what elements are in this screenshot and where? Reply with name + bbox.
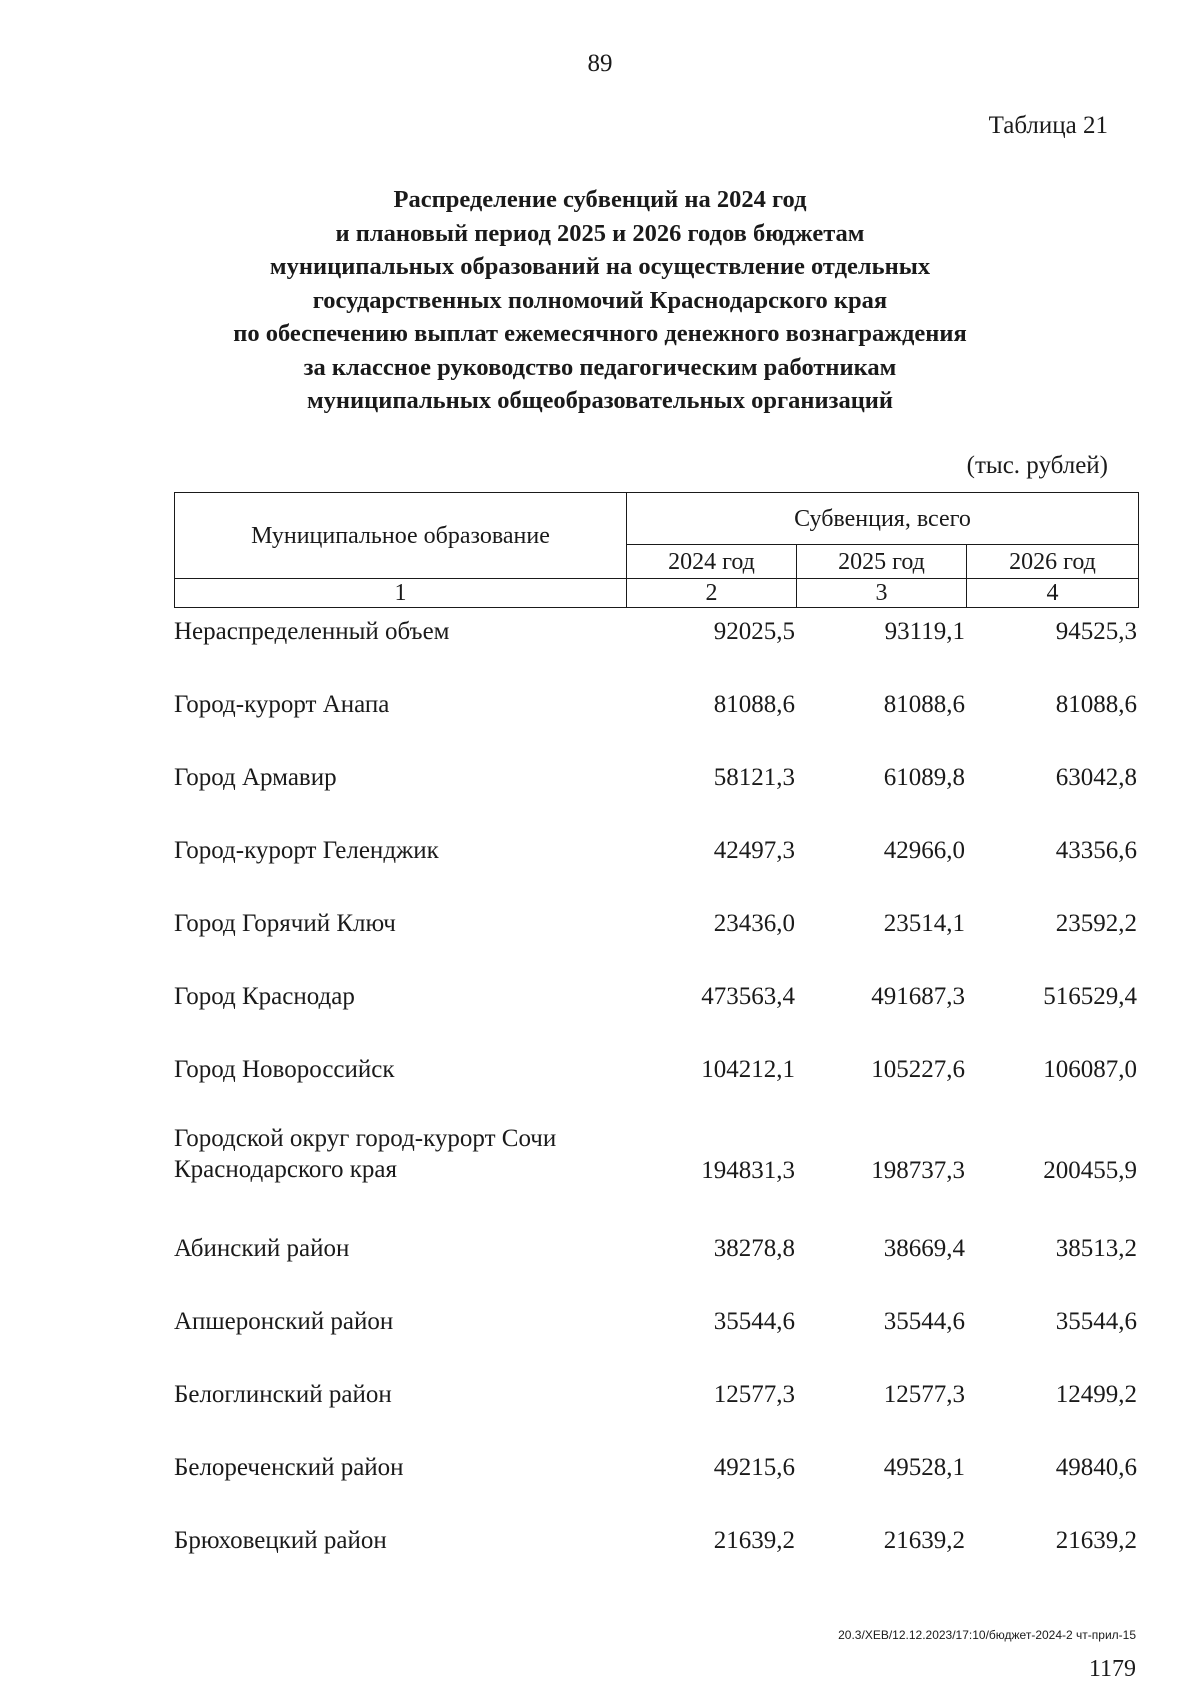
row-value-2026: 200455,9 bbox=[1043, 1157, 1137, 1184]
row-name: Брюховецкий район bbox=[174, 1527, 387, 1554]
document-title bbox=[150, 183, 1050, 418]
row-value-2025: 105227,6 bbox=[871, 1056, 965, 1083]
table-row bbox=[0, 1521, 1200, 1594]
header-year-2025: 2025 год bbox=[797, 545, 967, 579]
row-value-2025: 42966,0 bbox=[883, 837, 965, 864]
title-line: муниципальных образований на осуществление отдельных bbox=[269, 253, 931, 280]
row-name: Город Армавир bbox=[174, 764, 337, 791]
row-value-2025: 81088,6 bbox=[883, 691, 965, 718]
title-line: по обеспечению выплат ежемесячного денежного вознаграждения bbox=[233, 320, 967, 347]
header-colnum-1: 1 bbox=[175, 579, 627, 608]
row-value-2024: 35544,6 bbox=[713, 1308, 795, 1335]
row-value-2026: 81088,6 bbox=[1055, 691, 1137, 718]
table-row bbox=[0, 1229, 1200, 1302]
table-row bbox=[0, 977, 1200, 1050]
row-value-2026: 49840,6 bbox=[1055, 1454, 1137, 1481]
row-value-2024: 23436,0 bbox=[713, 910, 795, 937]
footer-code: 20.3/ХЕВ/12.12.2023/17:10/бюджет-2024-2 чт-прил-15 bbox=[838, 1628, 1136, 1642]
page-number: 89 bbox=[587, 50, 613, 77]
title-line: Распределение субвенций на 2024 год bbox=[393, 186, 807, 213]
title-line: и плановый период 2025 и 2026 годов бюджетам bbox=[335, 219, 865, 247]
table-row bbox=[0, 1050, 1200, 1123]
row-value-2026: 106087,0 bbox=[1043, 1056, 1137, 1083]
row-name: Город Краснодар bbox=[174, 983, 355, 1010]
row-value-2026: 23592,2 bbox=[1055, 910, 1137, 937]
row-value-2024: 104212,1 bbox=[701, 1056, 795, 1083]
row-value-2025: 491687,3 bbox=[871, 983, 965, 1010]
row-value-2024: 12577,3 bbox=[713, 1381, 795, 1408]
row-value-2025: 38669,4 bbox=[883, 1235, 965, 1262]
table-row bbox=[0, 904, 1200, 977]
header-colnum-4: 4 bbox=[967, 579, 1139, 608]
header-year-2024: 2024 год bbox=[627, 545, 797, 579]
table-row bbox=[0, 685, 1200, 758]
table-row bbox=[0, 758, 1200, 831]
row-value-2026: 21639,2 bbox=[1055, 1527, 1137, 1554]
header-municipality: Муниципальное образование bbox=[175, 493, 627, 579]
row-value-2025: 198737,3 bbox=[871, 1157, 965, 1184]
units-label: (тыс. рублей) bbox=[966, 452, 1108, 479]
row-name-line: Краснодарского края bbox=[174, 1156, 397, 1183]
table-body bbox=[0, 612, 1200, 1594]
row-name: Нераспределенный объем bbox=[174, 618, 450, 645]
row-value-2025: 49528,1 bbox=[883, 1454, 965, 1481]
row-value-2024: 38278,8 bbox=[713, 1235, 795, 1262]
row-name: Белоглинский район bbox=[174, 1381, 392, 1408]
row-name: Апшеронский район bbox=[174, 1308, 394, 1335]
row-value-2024: 194831,3 bbox=[701, 1157, 795, 1184]
row-value-2025: 93119,1 bbox=[884, 618, 965, 645]
table-row bbox=[0, 831, 1200, 904]
row-value-2024: 473563,4 bbox=[701, 983, 795, 1010]
header-colnum-2: 2 bbox=[627, 579, 797, 608]
header-colnum-3: 3 bbox=[797, 579, 967, 608]
row-value-2026: 516529,4 bbox=[1043, 983, 1137, 1010]
table-row bbox=[0, 1302, 1200, 1375]
title-line: муниципальных общеобразовательных организаций bbox=[306, 387, 894, 414]
row-value-2024: 42497,3 bbox=[713, 837, 795, 864]
row-value-2026: 38513,2 bbox=[1055, 1235, 1137, 1262]
row-value-2025: 61089,8 bbox=[883, 764, 965, 791]
table-row bbox=[0, 1375, 1200, 1448]
row-name: Город-курорт Геленджик bbox=[174, 837, 439, 864]
table-header bbox=[174, 492, 1139, 608]
row-value-2025: 23514,1 bbox=[883, 910, 965, 937]
header-year-2026: 2026 год bbox=[967, 545, 1139, 579]
table-number: Таблица 21 bbox=[988, 112, 1108, 139]
table-row bbox=[0, 1123, 1200, 1229]
row-value-2026: 35544,6 bbox=[1055, 1308, 1137, 1335]
row-value-2026: 43356,6 bbox=[1055, 837, 1137, 864]
title-line: государственных полномочий Краснодарского края bbox=[312, 286, 888, 314]
row-value-2024: 81088,6 bbox=[713, 691, 795, 718]
title-line: за классное руководство педагогическим работникам bbox=[303, 353, 897, 381]
row-name-line: Городской округ город-курорт Сочи bbox=[174, 1125, 557, 1152]
row-value-2026: 94525,3 bbox=[1055, 618, 1137, 645]
row-name: Город-курорт Анапа bbox=[174, 691, 390, 718]
row-name: Город Горячий Ключ bbox=[174, 910, 396, 937]
row-name: Абинский район bbox=[174, 1235, 350, 1262]
row-value-2025: 35544,6 bbox=[883, 1308, 965, 1335]
row-value-2024: 21639,2 bbox=[713, 1527, 795, 1554]
row-name: Белореченский район bbox=[174, 1454, 404, 1481]
row-value-2026: 12499,2 bbox=[1055, 1381, 1137, 1408]
row-value-2025: 12577,3 bbox=[883, 1381, 965, 1408]
row-name bbox=[174, 1123, 556, 1185]
table-row bbox=[0, 612, 1200, 685]
footer-page-number: 1179 bbox=[1088, 1656, 1136, 1682]
header-subvention-total: Субвенция, всего bbox=[627, 493, 1139, 545]
row-name: Город Новороссийск bbox=[174, 1056, 395, 1083]
table-row bbox=[0, 1448, 1200, 1521]
row-value-2025: 21639,2 bbox=[883, 1527, 965, 1554]
row-value-2024: 58121,3 bbox=[713, 764, 795, 791]
row-value-2024: 92025,5 bbox=[713, 618, 795, 645]
row-value-2024: 49215,6 bbox=[713, 1454, 795, 1481]
row-value-2026: 63042,8 bbox=[1055, 764, 1137, 791]
